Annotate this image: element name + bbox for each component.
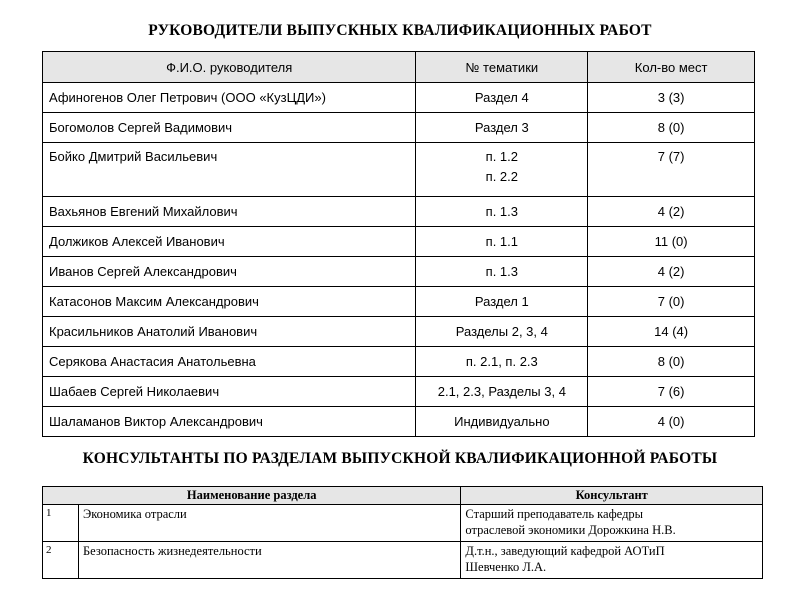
table-row <box>43 257 755 287</box>
supervisors-table <box>42 51 755 437</box>
table-row <box>43 407 755 437</box>
table-header-row <box>43 52 755 83</box>
topic-number: Раздел 3 <box>416 113 588 143</box>
header-places-count: Кол-во мест <box>588 52 755 83</box>
table-row <box>43 83 755 113</box>
places-count: 11 (0) <box>588 227 755 257</box>
places-count: 4 (2) <box>588 197 755 227</box>
consultant-line: Старший преподаватель кафедры <box>465 507 644 521</box>
places-count: 7 (7) <box>588 143 755 197</box>
places-count: 4 (0) <box>588 407 755 437</box>
topic-number: п. 1.3 <box>416 197 588 227</box>
topic-number: Разделы 2, 3, 4 <box>416 317 588 347</box>
row-number: 2 <box>43 542 79 579</box>
row-number: 1 <box>43 505 79 542</box>
supervisor-name: Катасонов Максим Александрович <box>43 287 416 317</box>
table-header-row <box>43 487 763 505</box>
topic-number: Раздел 1 <box>416 287 588 317</box>
table-row <box>43 287 755 317</box>
consultant <box>461 542 763 579</box>
topic-line: п. 2.2 <box>485 169 518 184</box>
supervisor-name: Афиногенов Олег Петрович (ООО «КузЦДИ») <box>43 83 416 113</box>
topic-number: п. 1.1 <box>416 227 588 257</box>
supervisor-name: Иванов Сергей Александрович <box>43 257 416 287</box>
supervisor-name: Красильников Анатолий Иванович <box>43 317 416 347</box>
topic-number: Раздел 4 <box>416 83 588 113</box>
topic-number: п. 1.3 <box>416 257 588 287</box>
supervisor-name: Бойко Дмитрий Васильевич <box>43 143 416 197</box>
header-topic-number: № тематики <box>416 52 588 83</box>
section-name: Безопасность жизнедеятельности <box>78 542 460 579</box>
places-count: 14 (4) <box>588 317 755 347</box>
topic-number: Индивидуально <box>416 407 588 437</box>
supervisor-name: Должиков Алексей Иванович <box>43 227 416 257</box>
consultant <box>461 505 763 542</box>
table-row <box>43 197 755 227</box>
places-count: 8 (0) <box>588 347 755 377</box>
places-count: 4 (2) <box>588 257 755 287</box>
table-row <box>43 113 755 143</box>
table-row <box>43 143 755 197</box>
consultant-line: Шевченко Л.А. <box>465 560 547 574</box>
supervisor-name: Богомолов Сергей Вадимович <box>43 113 416 143</box>
consultants-table <box>42 486 763 579</box>
places-count: 7 (6) <box>588 377 755 407</box>
supervisor-name: Шабаев Сергей Николаевич <box>43 377 416 407</box>
header-supervisor-name: Ф.И.О. руководителя <box>43 52 416 83</box>
topic-number <box>416 143 588 197</box>
supervisor-name: Шаламанов Виктор Александрович <box>43 407 416 437</box>
topic-number: п. 2.1, п. 2.3 <box>416 347 588 377</box>
topic-line: п. 1.2 <box>485 149 518 164</box>
table-row <box>43 505 763 542</box>
supervisor-name: Серякова Анастасия Анатольевна <box>43 347 416 377</box>
table-row <box>43 542 763 579</box>
supervisor-name: Вахьянов Евгений Михайлович <box>43 197 416 227</box>
topic-number: 2.1, 2.3, Разделы 3, 4 <box>416 377 588 407</box>
places-count: 3 (3) <box>588 83 755 113</box>
table-row <box>43 317 755 347</box>
header-consultant: Консультант <box>461 487 763 505</box>
consultants-title: КОНСУЛЬТАНТЫ ПО РАЗДЕЛАМ ВЫПУСКНОЙ КВАЛИФИКАЦИОННОЙ РАБОТЫ <box>82 450 718 467</box>
table-row <box>43 347 755 377</box>
header-section-name: Наименование раздела <box>43 487 461 505</box>
consultant-line: Д.т.н., заведующий кафедрой АОТиП <box>465 544 665 558</box>
supervisors-title: РУКОВОДИТЕЛИ ВЫПУСКНЫХ КВАЛИФИКАЦИОННЫХ РАБОТ <box>148 22 652 39</box>
table-row <box>43 227 755 257</box>
section-name: Экономика отрасли <box>78 505 460 542</box>
places-count: 8 (0) <box>588 113 755 143</box>
table-row <box>43 377 755 407</box>
places-count: 7 (0) <box>588 287 755 317</box>
consultant-line: отраслевой экономики Дорожкина Н.В. <box>465 523 676 537</box>
